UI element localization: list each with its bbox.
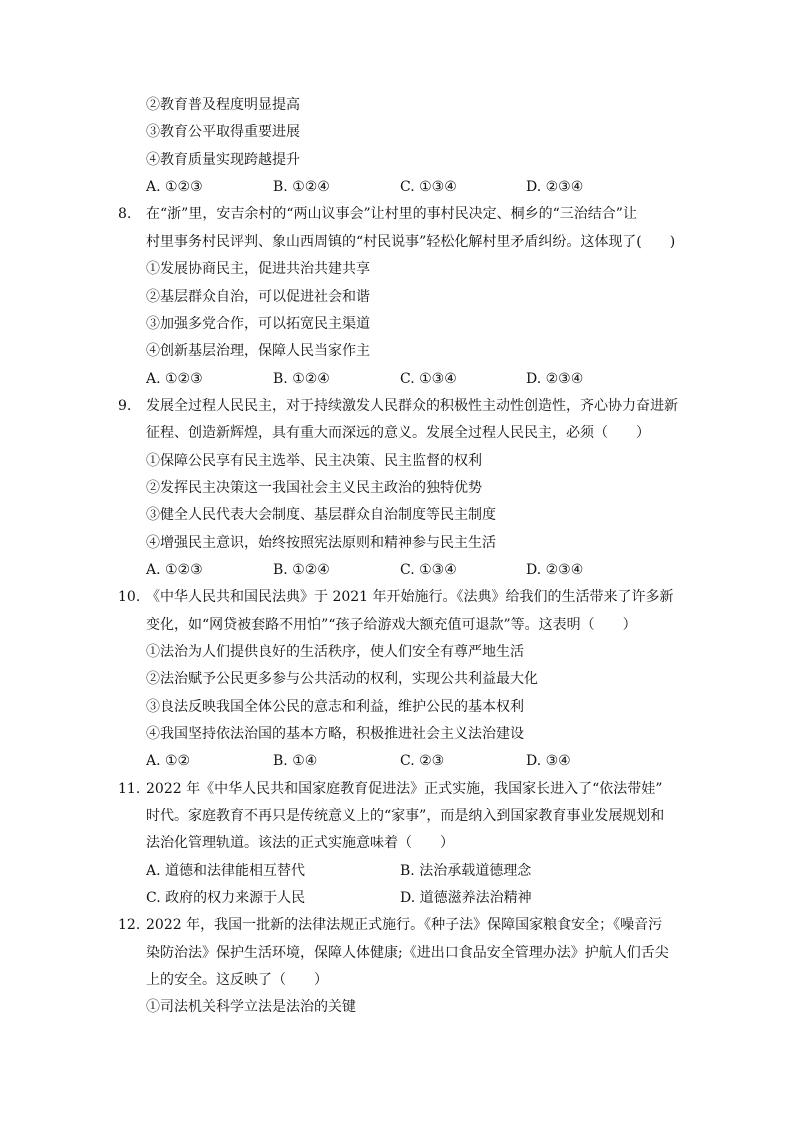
q10-option-c: C. ②③ — [400, 753, 445, 769]
q10-stem-line-2: 变化，如“网贷被套路不用怕”“孩子给游戏大额充值可退款”等。这表明（ ） — [146, 617, 637, 633]
q10-item-4: ④我国坚持依法治国的基本方略，积极推进社会主义法治建设 — [146, 726, 524, 742]
q8-stem-line-2: 村里事务村民评判、象山西周镇的“村民说事”轻松化解村里矛盾纠纷。这体现了( ) — [146, 234, 676, 250]
q8-option-b: B. ①②④ — [273, 371, 330, 387]
q9-item-2: ②发挥民主决策这一我国社会主义民主政治的独特优势 — [146, 480, 482, 496]
q9-option-a: A. ①②③ — [146, 562, 203, 578]
q11-stem-line-3: 法治化管理轨道。该法的正式实施意味着（ ） — [146, 835, 454, 851]
q7-item-4: ④教育质量实现跨越提升 — [146, 152, 300, 168]
q10-stem-line-1: 《中华人民共和国民法典》于 2021 年开始施行。《法典》给我们的生活带来了许多新 — [146, 589, 674, 605]
q7-option-b: B. ①②④ — [273, 179, 330, 195]
q9-item-3: ③健全人民代表大会制度、基层群众自治制度等民主制度 — [146, 507, 496, 523]
q8-option-c: C. ①③④ — [400, 371, 457, 387]
q8-item-3: ③加强多党合作，可以拓宽民主渠道 — [146, 316, 370, 332]
q10-option-d: D. ③④ — [526, 753, 571, 769]
q12-item-1: ①司法机关科学立法是法治的关键 — [146, 999, 356, 1015]
q11-option-c: C. 政府的权力来源于人民 — [146, 890, 306, 906]
q12-stem-line-1: 2022 年，我国一批新的法律法规正式施行。《种子法》保障国家粮食安全；《噪音污 — [146, 917, 663, 933]
q9-item-1: ①保障公民享有民主选举、民主决策、民主监督的权利 — [146, 453, 482, 469]
q8-item-1: ①发展协商民主，促进共治共建共享 — [146, 261, 370, 277]
q8-item-4: ④创新基层治理，保障人民当家作主 — [146, 343, 370, 359]
q11-option-d: D. 道德滋养法治精神 — [400, 890, 532, 906]
q11-number: 11. — [118, 781, 141, 797]
q11-stem-line-1: 2022 年《中华人民共和国家庭教育促进法》正式实施，我国家长进入了“依法带娃” — [146, 781, 663, 797]
q8-item-2: ②基层群众自治，可以促进社会和谐 — [146, 289, 370, 305]
q10-number: 10. — [118, 589, 141, 605]
q7-option-a: A. ①②③ — [146, 179, 203, 195]
q9-stem-line-1: 发展全过程人民民主，对于持续激发人民群众的积极性主动性创造性，齐心协力奋进新 — [146, 398, 678, 414]
q7-option-c: C. ①③④ — [400, 179, 457, 195]
q12-stem-line-2: 染防治法》保护生活环境，保障人体健康;《进出口食品安全管理办法》护航人们舌尖 — [146, 945, 669, 961]
q9-item-4: ④增强民主意识，始终按照宪法原则和精神参与民主生活 — [146, 535, 496, 551]
q7-item-3: ③教育公平取得重要进展 — [146, 124, 300, 140]
q10-option-b: B. ①④ — [273, 753, 318, 769]
q9-number: 9. — [118, 398, 132, 414]
q9-option-b: B. ①②④ — [273, 562, 330, 578]
q11-option-a: A. 道德和法律能相互替代 — [146, 863, 306, 879]
q11-option-b: B. 法治承载道德理念 — [400, 863, 532, 879]
q10-item-3: ③良法反映我国全体公民的意志和利益，维护公民的基本权利 — [146, 699, 524, 715]
q10-item-1: ①法治为人们提供良好的生活秩序，使人们安全有尊严地生活 — [146, 644, 524, 660]
q7-option-d: D. ②③④ — [526, 179, 584, 195]
q8-number: 8. — [118, 206, 132, 222]
q9-stem-line-2: 征程、创造新辉煌，具有重大而深远的意义。发展全过程人民民主，必须（ ） — [146, 425, 650, 441]
q8-option-a: A. ①②③ — [146, 371, 203, 387]
q9-option-d: D. ②③④ — [526, 562, 584, 578]
q12-number: 12. — [118, 917, 141, 933]
q12-stem-line-3: 上的安全。这反映了（ ） — [146, 972, 328, 988]
q11-stem-line-2: 时代。家庭教育不再只是传统意义上的“家事”，而是纳入到国家教育事业发展规划和 — [146, 808, 665, 824]
q8-stem-line-1: 在“浙”里，安吉余村的“两山议事会”让村里的事村民决定、桐乡的“三治结合”让 — [146, 206, 637, 222]
q9-option-c: C. ①③④ — [400, 562, 457, 578]
q10-option-a: A. ①② — [146, 753, 191, 769]
q8-option-d: D. ②③④ — [526, 371, 584, 387]
q7-item-2: ②教育普及程度明显提高 — [146, 97, 300, 113]
q10-item-2: ②法治赋予公民更多参与公共活动的权利，实现公共利益最大化 — [146, 671, 538, 687]
